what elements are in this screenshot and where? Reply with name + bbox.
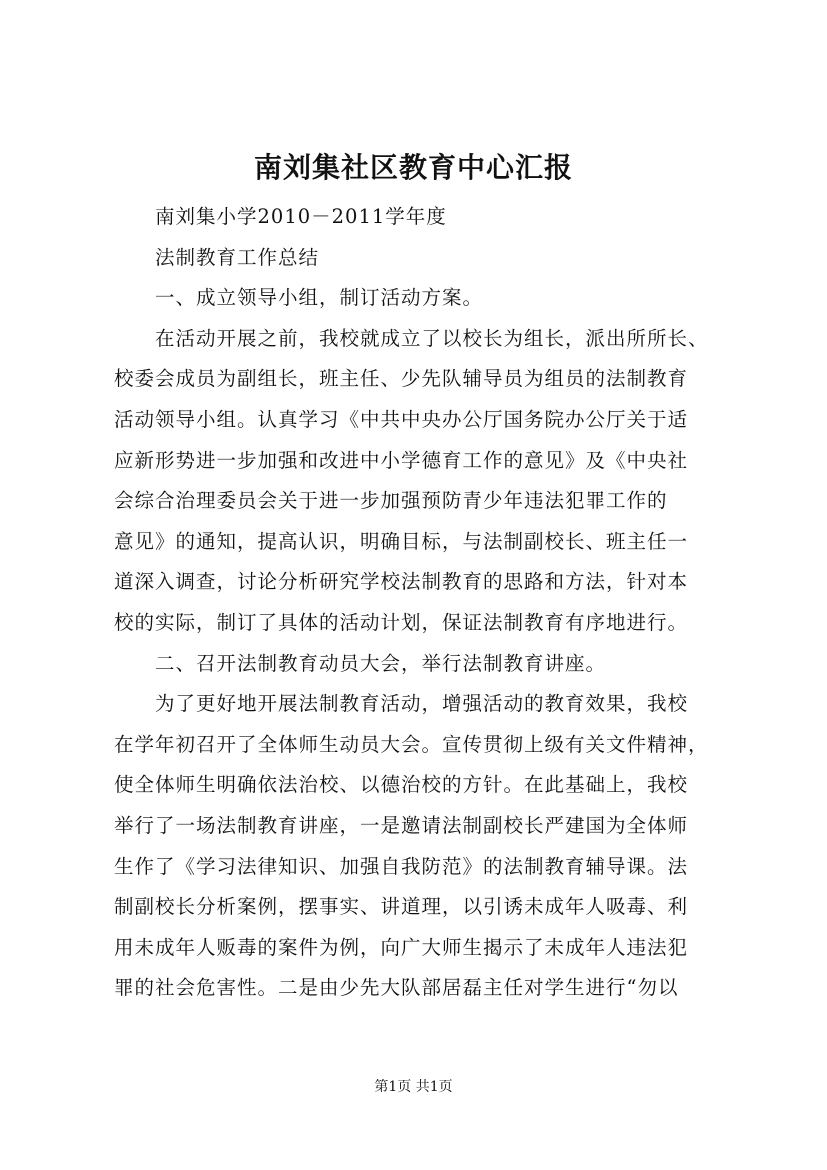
body-line: 为了更好地开展法制教育活动，增强活动的教育效果，我校 [155,692,689,716]
body-line: 道深入调查，讨论分析研究学校法制教育的思路和方法，针对本 [114,570,689,594]
page-footer: 第1页 共1页 [374,1079,453,1095]
body-line: 一、成立领导小组，制订活动方案。 [155,286,484,310]
body-line: 在学年初召开了全体师生动员大会。宣传贯彻上级有关文件精神， [114,732,709,756]
body-line: 举行了一场法制教育讲座，一是邀请法制副校长严建国为全体师 [114,814,689,837]
body-line: 校的实际，制订了具体的活动计划，保证法制教育有序地进行。 [114,611,689,634]
body-line: 使全体师生明确依法治校、以德治校的方针。在此基础上，我校 [114,773,689,797]
body-line: 南刘集小学2010－2011学年度 [155,205,447,228]
body-line: 在活动开展之前，我校就成立了以校长为组长，派出所所长、 [155,326,709,350]
body-line: 用未成年人贩毒的案件为例，向广大师生揭示了未成年人违法犯 [114,935,689,959]
body-line: 校委会成员为副组长，班主任、少先队辅导员为组员的法制教育 [114,367,689,391]
body-line: 制副校长分析案例，摆事实、讲道理，以引诱未成年人吸毒、利 [114,895,689,919]
body-line: 二、召开法制教育动员大会，举行法制教育讲座。 [155,651,607,675]
body-line: 意见》的通知，提高认识，明确目标，与法制副校长、班主任一 [114,529,689,553]
body-line: 活动领导小组。认真学习《中共中央办公厅国务院办公厅关于适 [114,408,689,431]
body-line: 生作了《学习法律知识、加强自我防范》的法制教育辅导课。法 [114,854,689,878]
body-line: 应新形势进一步加强和改进中小学德育工作的意见》及《中央社 [114,448,689,472]
body-line: 法制教育工作总结 [155,245,320,269]
document-title: 南刘集社区教育中心汇报 [253,151,573,184]
body-line: 罪的社会危害性。二是由少先大队部居磊主任对学生进行“勿以 [114,976,679,1000]
body-line: 会综合治理委员会关于进一步加强预防青少年违法犯罪工作的 [114,489,668,513]
